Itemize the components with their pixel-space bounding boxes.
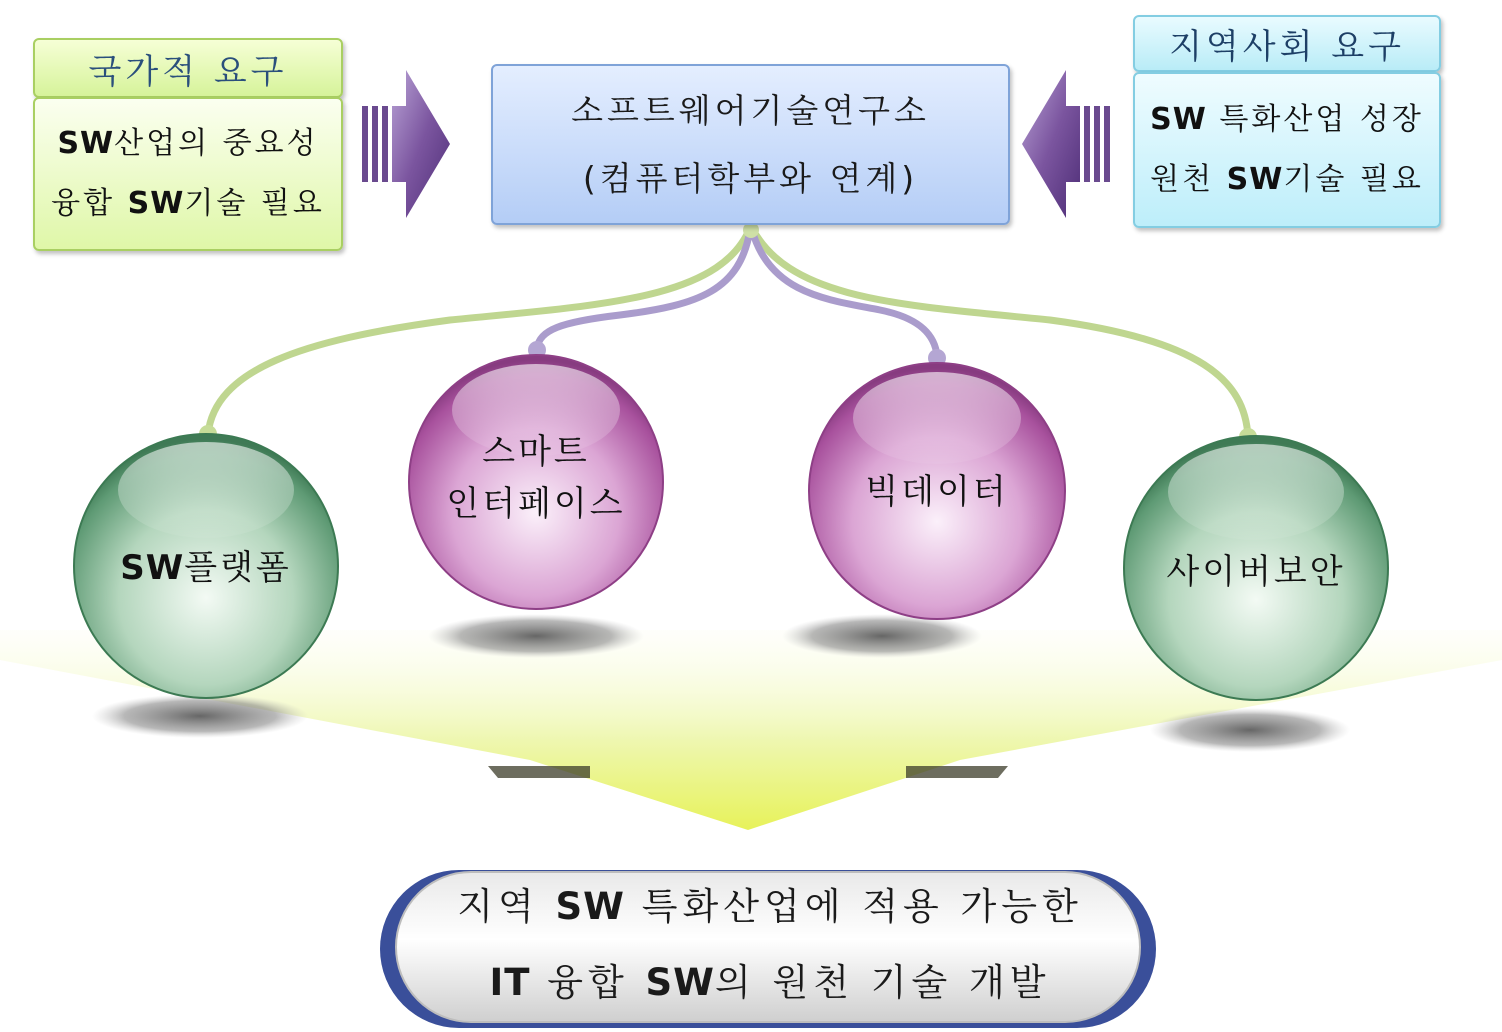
research-area-smart-interface: 스마트 인터페이스 xyxy=(446,432,626,524)
regional-need-line2: 원천 SW기술 필요 xyxy=(1150,162,1424,197)
outcome-text xyxy=(400,870,1140,1020)
institute-name: 소프트웨어기술연구소 xyxy=(571,90,930,130)
national-need-line2: 융합 SW기술 필요 xyxy=(51,186,325,221)
sphere-shadow xyxy=(1150,708,1350,752)
funnel-shadow-left xyxy=(488,766,590,778)
institute-affiliation: (컴퓨터학부와 연계) xyxy=(582,158,919,198)
regional-need-title-text: 지역사회 요구 xyxy=(1169,27,1405,67)
institute-box xyxy=(491,64,1010,225)
national-need-title-text: 국가적 요구 xyxy=(88,51,288,92)
connector-smart-interface xyxy=(537,230,750,348)
arrow-right-icon xyxy=(362,70,450,218)
national-need-body xyxy=(33,97,343,251)
outcome-line2: IT 융합 SW의 원천 기술 개발 xyxy=(489,961,1051,1004)
research-area-cyber-security: 사이버보안 xyxy=(1166,552,1346,592)
arrow-left-icon xyxy=(1022,70,1110,218)
research-area-sw-platform: SW플랫폼 xyxy=(120,548,292,588)
national-need-title xyxy=(33,38,343,98)
regional-need-title xyxy=(1133,15,1441,72)
sphere-shadow xyxy=(428,614,644,658)
sphere-shadow xyxy=(782,614,982,658)
regional-need-line1: SW 특화산업 성장 xyxy=(1150,102,1424,137)
sphere-shadow xyxy=(92,694,308,738)
outcome-line1: 지역 SW 특화산업에 적용 가능한 xyxy=(457,885,1083,928)
funnel-shadow-right xyxy=(906,766,1008,778)
regional-need-body xyxy=(1133,72,1441,228)
national-need-line1: SW산업의 중요성 xyxy=(57,126,319,161)
research-area-big-data: 빅데이터 xyxy=(865,472,1009,512)
